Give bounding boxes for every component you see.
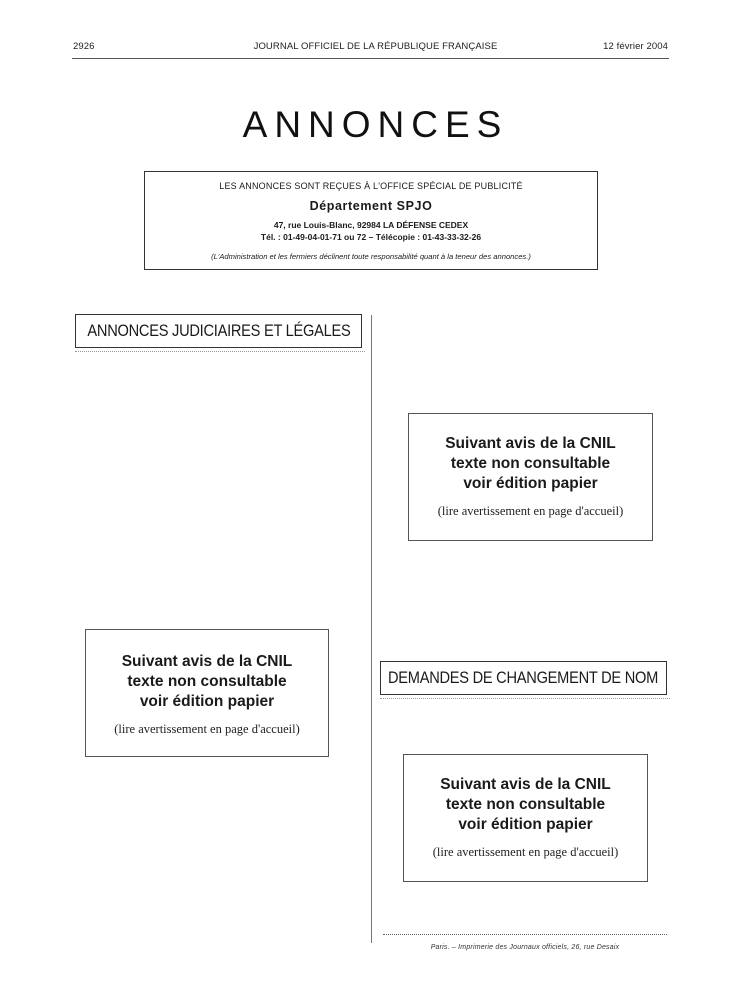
journal-title: JOURNAL OFFICIEL DE LA RÉPUBLIQUE FRANÇAISE [253,41,498,52]
notice-disclaimer: (L'Administration et les fermiers déclinent toute responsabilité quant à la teneur des annonces.) [211,252,531,261]
notice-department: Département SPJO [309,199,433,213]
section-underline [75,351,365,352]
section-header-judiciaires [75,314,362,348]
section-title: ANNONCES JUDICIAIRES ET LÉGALES [86,321,351,340]
cnil-note: (lire avertissement en page d'accueil) [432,845,619,859]
notice-address: 47, rue Louis-Blanc, 92984 LA DÉFENSE CEDEX [273,220,469,230]
cnil-line: Suivant avis de la CNIL [121,653,293,670]
issue-date: 12 février 2004 [603,41,668,52]
cnil-line: Suivant avis de la CNIL [440,776,611,793]
cnil-note: (lire avertissement en page d'accueil) [114,722,300,736]
cnil-line: Suivant avis de la CNIL [445,435,616,452]
cnil-notice-box [408,413,653,541]
publicity-notice-box [144,171,598,270]
cnil-notice-box [85,629,329,757]
cnil-line: texte non consultable [127,673,287,690]
page-title: ANNONCES [242,104,509,145]
imprint-rule [383,934,667,935]
header-rule [72,58,669,59]
cnil-line: texte non consultable [445,796,606,813]
cnil-line: voir édition papier [458,816,593,833]
section-title: DEMANDES DE CHANGEMENT DE NOM [388,668,659,687]
cnil-line: voir édition papier [139,693,275,710]
imprint-line: Paris. – Imprimerie des Journaux officiels, 26, rue Desaix [430,944,620,951]
section-underline [380,698,670,699]
cnil-line: texte non consultable [450,455,611,472]
cnil-note: (lire avertissement en page d'accueil) [437,504,624,518]
notice-phone: Tél. : 01-49-04-01-71 ou 72 – Télécopie : 01-43-33-32-26 [260,232,482,242]
page-number: 2926 [73,41,95,52]
column-divider [371,315,372,943]
cnil-line: voir édition papier [463,475,598,492]
notice-line: LES ANNONCES SONT REÇUES À L'OFFICE SPÉCIAL DE PUBLICITÉ [219,181,523,191]
cnil-notice-box [403,754,648,882]
section-header-changement-nom [380,661,667,695]
